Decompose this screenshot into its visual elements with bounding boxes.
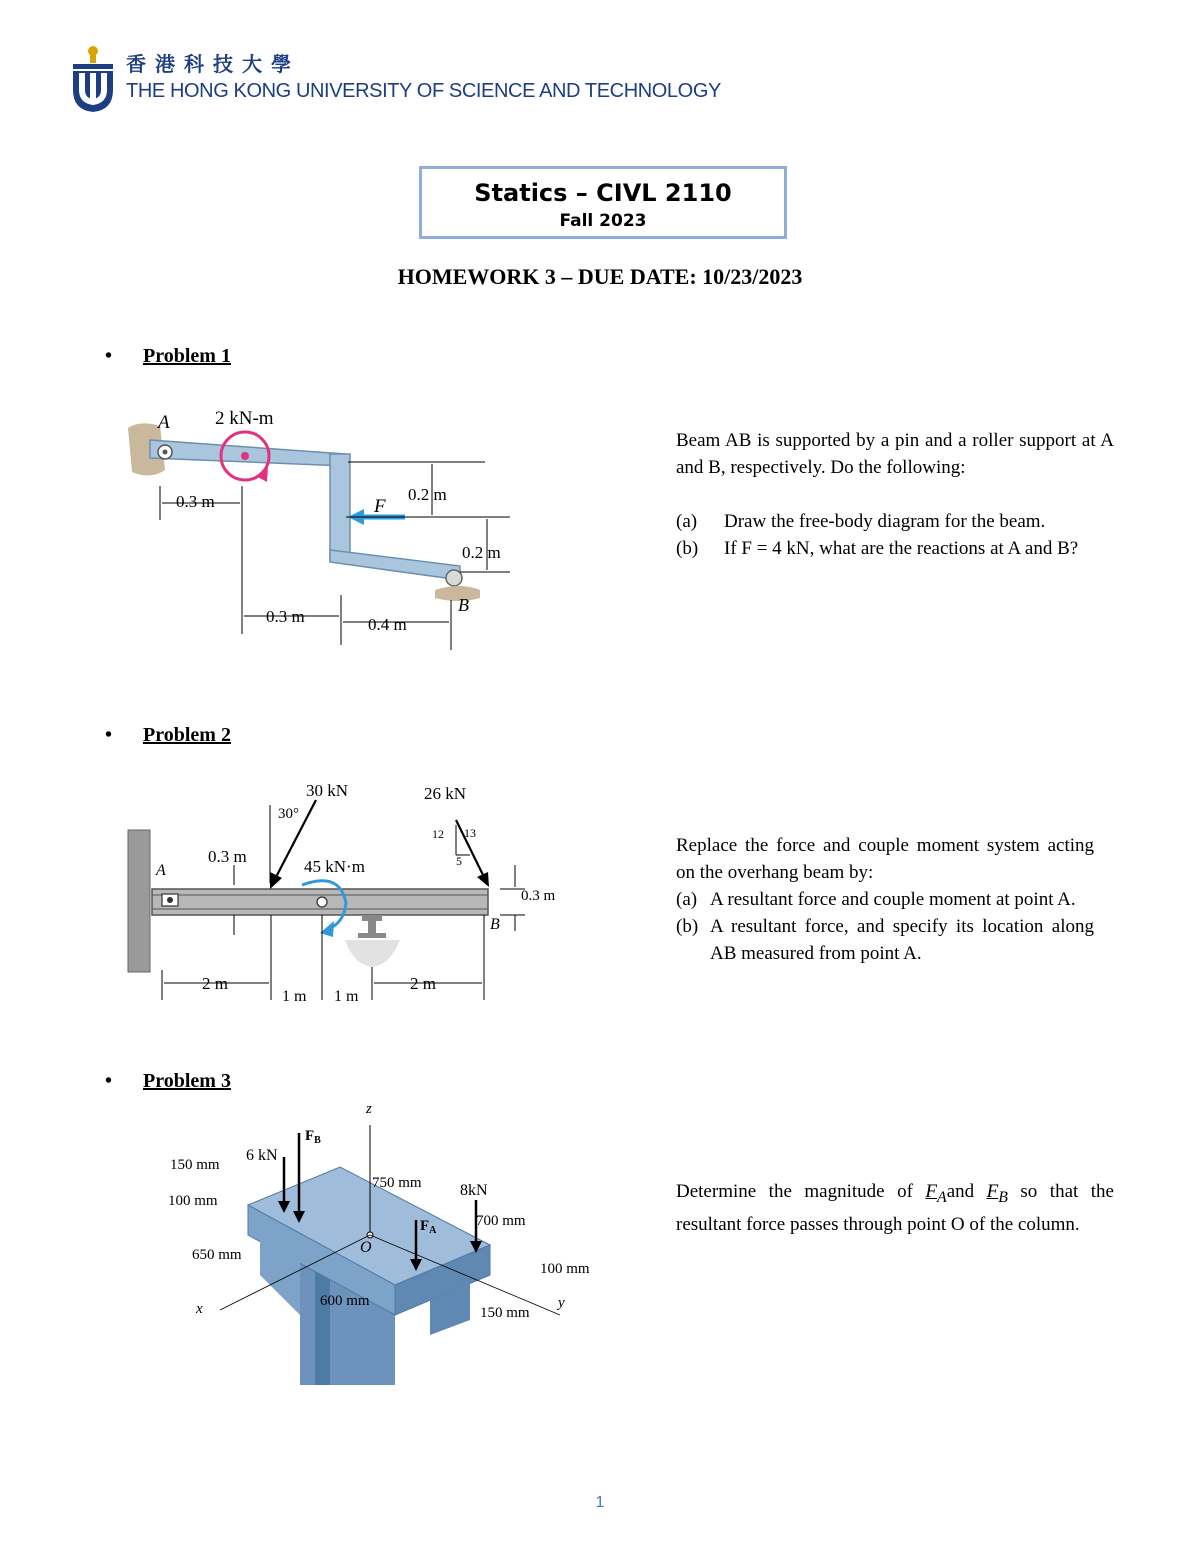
p1-moment-label: 2 kN-m: [215, 408, 274, 429]
p3-intro-part-1: Determine the magnitude of: [676, 1181, 926, 1202]
p1-dim-02-top: 0.2 m: [408, 485, 447, 504]
p2-angle: 30°: [278, 806, 299, 822]
problem-1-heading: [105, 345, 231, 368]
p2-dim-1m-a: 1 m: [282, 988, 307, 1005]
problem-2-item-a: [676, 886, 1094, 913]
problem-2-item-b: [676, 913, 1094, 967]
problem-2-heading: [105, 724, 231, 747]
p2-dim-2m-left: 2 m: [202, 974, 228, 993]
problem-3-label: Problem 3: [143, 1070, 231, 1092]
p3-fa-letter: F: [420, 1218, 430, 1234]
p1-point-b: B: [458, 595, 469, 615]
course-term: Fall 2023: [559, 211, 647, 231]
university-crest-icon: [70, 46, 116, 114]
p3-intro-fb: F: [986, 1181, 999, 1202]
university-name-chinese: 香港科技大學: [126, 52, 300, 76]
problem-2-label: Problem 2: [143, 724, 231, 746]
p3-dim-700: 700 mm: [476, 1213, 526, 1229]
p3-force-6: 6 kN: [246, 1147, 278, 1164]
p3-intro-fa: F: [925, 1181, 938, 1202]
p2-moment: 45 kN·m: [304, 857, 365, 876]
p3-dim-650: 650 mm: [192, 1247, 242, 1263]
problem-2-text: [676, 832, 1094, 967]
p3-force-8: 8kN: [460, 1182, 488, 1199]
bullet-icon: •: [105, 724, 113, 746]
p3-axis-y: y: [558, 1295, 565, 1311]
problem-1-text: [676, 427, 1114, 562]
problem-1-intro: Beam AB is supported by a pin and a roller support at A and B, respectively. Do the following:: [676, 430, 1114, 478]
problem-3-intro: [676, 1178, 1114, 1238]
problem-1-item-a-text: Draw the free-body diagram for the beam.: [724, 511, 1046, 532]
p3-fb-subscript: B: [314, 1135, 321, 1146]
p3-intro-part-rest: so that the resultant force passes through point O of the column.: [676, 1181, 1114, 1235]
university-logo: [70, 46, 770, 116]
p1-point-a: A: [158, 412, 170, 433]
p2-dim-03-left: 0.3 m: [208, 847, 247, 866]
p1-dim-02-bottom: 0.2 m: [462, 543, 501, 562]
p2-slope-13: 13: [464, 826, 476, 840]
p3-dim-100-left: 100 mm: [168, 1193, 218, 1209]
p2-point-a: A: [156, 862, 166, 879]
course-title-box: [419, 166, 787, 239]
p3-dim-100-right: 100 mm: [540, 1261, 590, 1277]
problem-3-heading: [105, 1070, 231, 1093]
p3-dim-150-top: 150 mm: [170, 1157, 220, 1173]
p2-force-30: 30 kN: [306, 781, 349, 800]
problem-1-figure: [120, 400, 540, 670]
p1-dim-03-bottom: 0.3 m: [266, 607, 305, 626]
problem-2-item-a-text: A resultant force and couple moment at point A.: [710, 889, 1076, 910]
p2-point-b: B: [490, 916, 500, 933]
problem-2-figure: [120, 775, 590, 1010]
problem-3-text: [676, 1178, 1114, 1238]
problem-1-label: Problem 1: [143, 345, 231, 367]
p3-axis-z: z: [366, 1101, 372, 1117]
p3-intro-fa-sub: A: [937, 1188, 947, 1206]
p1-dim-03-left: 0.3 m: [176, 492, 215, 511]
bullet-icon: •: [105, 1070, 113, 1092]
p2-dim-2m-right: 2 m: [410, 974, 436, 993]
problem-1-item-a: [676, 508, 1114, 535]
due-date: 10/23/2023: [702, 264, 803, 289]
problem-1-item-a-tag: (a): [676, 511, 698, 532]
p2-dim-1m-b: 1 m: [334, 988, 359, 1005]
p2-slope-12: 12: [432, 827, 444, 841]
course-title: Statics – CIVL 2110: [474, 179, 732, 207]
problem-1-item-b: [676, 535, 1114, 562]
due-date-label: DUE DATE:: [577, 264, 697, 289]
homework-name: HOMEWORK 3: [397, 264, 556, 289]
p1-force-label: F: [374, 496, 386, 517]
p3-dim-150-bottom: 150 mm: [480, 1305, 530, 1321]
problem-2-item-b-text: A resultant force, and specify its location along AB measured from point A.: [710, 916, 1094, 964]
problem-1-item-b-text: If F = 4 kN, what are the reactions at A and B?: [724, 538, 1079, 559]
problem-2-item-b-tag: (b): [676, 916, 699, 937]
problem-2-intro: Replace the force and couple moment system acting on the overhang beam by:: [676, 835, 1094, 883]
p3-dim-600: 600 mm: [320, 1293, 370, 1309]
p3-intro-part-and: and: [946, 1181, 987, 1202]
problem-2-item-a-tag: (a): [676, 889, 698, 910]
p2-slope-5: 5: [456, 854, 462, 868]
title-separator: –: [561, 264, 573, 289]
bullet-icon: •: [105, 345, 113, 367]
p3-fb-letter: F: [305, 1128, 315, 1144]
p2-dim-03-right: 0.3 m: [521, 888, 556, 904]
homework-title: [0, 264, 1200, 290]
p3-intro-fb-sub: B: [998, 1188, 1008, 1206]
p3-axis-x: x: [196, 1301, 203, 1317]
p1-dim-04-bottom: 0.4 m: [368, 615, 407, 634]
university-name-english: THE HONG KONG UNIVERSITY OF SCIENCE AND TECHNOLOGY: [126, 80, 721, 102]
page-number: 1: [595, 1494, 605, 1511]
p3-dim-750: 750 mm: [372, 1175, 422, 1191]
p3-point-o: O: [360, 1239, 372, 1256]
p3-fb: [305, 1128, 321, 1146]
problem-1-item-b-tag: (b): [676, 538, 699, 559]
problem-3-figure: [160, 1095, 620, 1395]
p2-force-26: 26 kN: [424, 784, 467, 803]
p3-fa-subscript: A: [429, 1225, 437, 1236]
